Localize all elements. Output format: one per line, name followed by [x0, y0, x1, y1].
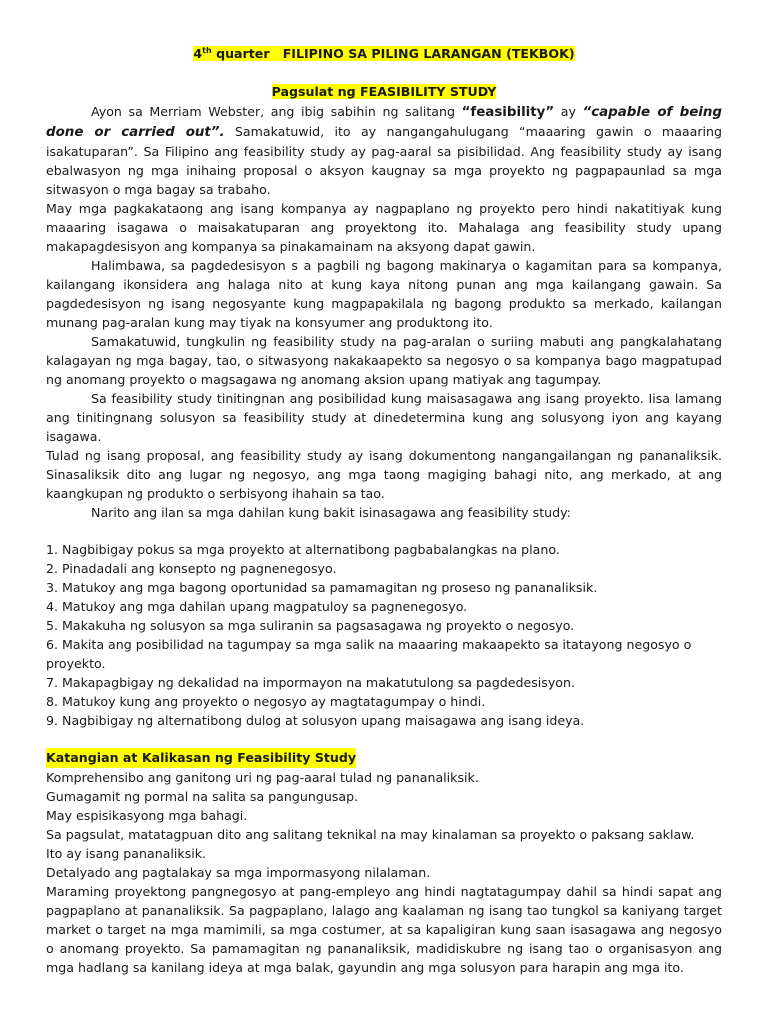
list-item: 5. Makakuha ng solusyon sa mga suliranin sa pagsasagawa ng proyekto o negosyo. [46, 618, 575, 633]
course-title: FILIPINO SA PILING LARANGAN (TEKBOK) [282, 46, 575, 61]
document-header [46, 44, 722, 64]
term-feasibility: “feasibility” [461, 105, 555, 120]
paragraph-function: Samakatuwid, tungkulin ng feasibility study na pag-aralan o suriing mabuti ang pangkalahatang kalagayan ng mga bagay, tao, o sitwasyong nakakaapekto sa negosyo o sa kompanya bago magpatupad ng anomang proyekto o magsagawa ng anomang aksion upang matiyak ang tagumpay. [46, 334, 722, 387]
paragraph-reasons-intro: Narito ang ilan sa mga dahilan kung bakit isinasagawa ang feasibility study: [91, 505, 571, 520]
quarter-number: 4 [193, 46, 203, 61]
list-item: 2. Pinadadali ang konsepto ng pagnenegosyo. [46, 561, 337, 576]
paragraph-importance: May mga pagkakataong ang isang kompanya ay nagpaplano ng proyekto pero hindi nakatitiyak kung maaaring isagawa o maisakatuparan ang proyektong ito. Mahalaga ang feasibility study upang makapagdesisyon ang kompanya sa pinakamainam na aksyong dapat gawin. [46, 201, 722, 254]
paragraph-definition [46, 102, 722, 199]
list-item: 8. Matukoy kung ang proyekto o negosyo ay magtatagumpay o hindi. [46, 694, 486, 709]
paragraph-closing: Maraming proyektong pangnegosyo at pang-empleyo ang hindi nagtatagumpay dahil sa hindi sapat ang pagpaplano at pananaliksik. Sa pagpaplano, lalago ang kaalaman ng isang tao tungkol sa kaniyang target market o target na mga mamimili, sa mga costumer, at sa kapaligiran kung saan isasagawa ang negosyo o anomang proyekto. Sa pamamagitan ng pananaliksik, madidiskubre ng isang tao o organisasyon ang mga hadlang sa kanilang ideya at mga balak, gayundin ang mga solusyon para harapin ang mga ito. [46, 884, 722, 975]
paragraph-possibility: Sa feasibility study tinitingnan ang posibilidad kung maisasagawa ang isang proyekto. Iisa lamang ang tinitingnang solusyon sa feasibility study at dinedetermina kung ang solusyong iyon ang kayang isagawa. [46, 391, 722, 444]
spacer [46, 730, 722, 748]
list-item: 4. Matukoy ang mga dahilan upang magpatuloy sa pagnenegosyo. [46, 599, 468, 614]
paragraph-proposal: Tulad ng isang proposal, ang feasibility study ay isang dokumentong nangangailangan ng pananaliksik. Sinasaliksik dito ang lugar ng negosyo, ang mga taong magiging bahagi nito, ang merkado, at ang kaangkupan ng produkto o serbisyong ihahain sa tao. [46, 448, 722, 501]
section-title-katangian [46, 748, 722, 768]
term-definition: “capable of being done or carried out”. [46, 105, 722, 140]
list-item: Gumagamit ng pormal na salita sa pangungusap. [46, 789, 359, 804]
list-item: Detalyado ang pagtalakay sa mga impormasyong nilalaman. [46, 865, 431, 880]
quarter-suffix: th [202, 45, 212, 55]
list-item: Sa pagsulat, matatagpuan dito ang salitang teknikal na may kinalaman sa proyekto o paksang saklaw. [46, 827, 695, 842]
section-title-text: Katangian at Kalikasan ng Feasibility Study [46, 748, 356, 768]
document-page [46, 44, 722, 977]
list-item: 7. Makapagbigay ng dekalidad na impormayon na makatutulong sa pagdedesisyon. [46, 675, 575, 690]
quarter-word: quarter [216, 46, 270, 61]
header-highlight [193, 46, 574, 61]
definition-text-b: ay [554, 104, 583, 119]
spacer [46, 64, 722, 82]
paragraph-example: Halimbawa, sa pagdedesisyon s a pagbili ng bagong makinarya o kagamitan para sa kompanya, kailangang ikonsidera ang halaga nito at kung kaya nitong punan ang mga kailangang gawain. Sa pagdedesisyon ng isang negosyante kung magpapakilala ng bagong produkto sa merkado, kailangan munang pag-aralan kung may tiyak na konsyumer ang produktong ito. [46, 258, 722, 330]
list-item: May espisikasyong mga bahagi. [46, 808, 248, 823]
definition-text-c: Samakatuwid, ito ay nangangahulugang “maaaring gawin o maaaring isakatuparan”. Sa Filipino ang feasibility study ay pag-aaral sa pisibilidad. Ang feasibility study ay isang ebalwasyon ng mga inihaing proposal o aksyon kaugnay sa mga proyekto ng pagpapaunlad sa mga sitwasyon o mga bagay sa trabaho. [46, 124, 722, 197]
list-item: 6. Makita ang posibilidad na tagumpay sa mga salik na maaaring makaapekto sa itatayong negosyo o proyekto. [46, 637, 692, 671]
list-item: 1. Nagbibigay pokus sa mga proyekto at alternatibong pagbabalangkas na plano. [46, 542, 560, 557]
list-item: Ito ay isang pananaliksik. [46, 846, 207, 861]
section-title-feasibility [46, 82, 722, 102]
definition-text-a: Ayon sa Merriam Webster, ang ibig sabihin ng salitang [91, 104, 462, 119]
reasons-list [46, 540, 722, 730]
list-item: 3. Matukoy ang mga bagong oportunidad sa pamamagitan ng proseso ng pananaliksik. [46, 580, 598, 595]
list-item: Komprehensibo ang ganitong uri ng pag-aaral tulad ng pananaliksik. [46, 770, 479, 785]
spacer [46, 522, 722, 540]
section-title-text: Pagsulat ng FEASIBILITY STUDY [271, 84, 497, 99]
list-item: 9. Nagbibigay ng alternatibong dulog at solusyon upang maisagawa ang isang ideya. [46, 713, 585, 728]
